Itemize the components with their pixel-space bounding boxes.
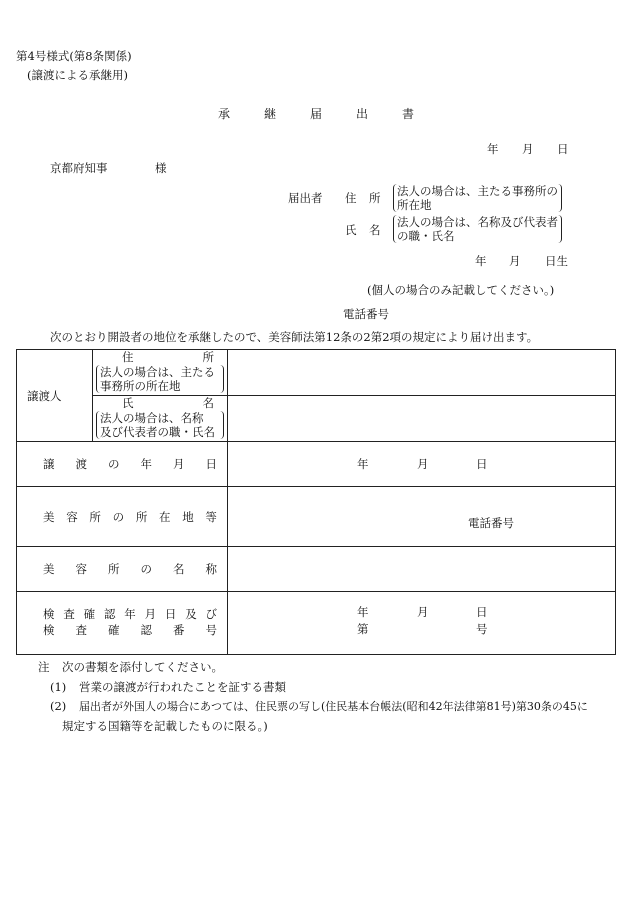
facility-name-label: 美 容 所 の 名 称 — [17, 547, 228, 592]
applicant-address-label-2: 所 — [369, 191, 381, 205]
date-day: 日 — [557, 142, 569, 156]
transferor-name-label: 氏 名 — [122, 396, 214, 411]
transferor-address-label: 住 所 — [122, 350, 214, 365]
table-row-transfer-date — [17, 442, 616, 487]
applicant-address-label-1: 住 — [345, 191, 357, 205]
inspection-field[interactable]: 年 月 日 第 号 — [228, 592, 616, 655]
applicant-label: 届出者 — [288, 191, 323, 205]
recipient-honorific: 様 — [155, 161, 167, 175]
location-phone-label: 電話番号 — [468, 516, 514, 530]
applicant-address-note: 法人の場合は、主たる事務所の 所在地 — [393, 184, 562, 212]
transferor-name-note: 法人の場合は、名称 及び代表者の職・氏名 — [96, 411, 224, 439]
intro-text: 次のとおり開設者の地位を承継したので、美容師法第12条の2第2項の規定により届け出ます。 — [50, 330, 539, 344]
transfer-date-field[interactable]: 年 月 日 — [228, 442, 616, 487]
form-number: 第4号様式(第8条関係) — [16, 49, 132, 63]
birth-day: 日生 — [545, 254, 568, 268]
table-row-inspection — [17, 592, 616, 655]
transferor-address-note: 法人の場合は、主たる 事務所の所在地 — [96, 365, 224, 393]
table-row-location — [17, 487, 616, 547]
inspection-label: 検 査 確 認 年 月 日 及 び 検 査 確 認 番 号 — [17, 592, 228, 655]
notes-heading: 次の書類を添付してください。 — [62, 660, 223, 674]
transfer-date-label: 譲 渡 の 年 月 日 — [17, 442, 228, 487]
applicant-name-label-2: 名 — [369, 223, 381, 237]
applicant-name-note: 法人の場合は、名称及び代表者 の職・氏名 — [393, 215, 562, 243]
facility-name-field[interactable] — [228, 547, 616, 592]
applicant-name-label-1: 氏 — [345, 223, 357, 237]
birth-month: 月 — [509, 254, 521, 268]
page-title: 承 継 届 出 書 — [218, 107, 414, 121]
recipient-name: 京都府知事 — [50, 161, 108, 175]
notes-mark: 注 — [38, 660, 50, 674]
notes-item1-number: (1) — [50, 680, 67, 694]
transferor-address-field[interactable] — [228, 350, 616, 396]
date-year: 年 — [487, 142, 499, 156]
transferor-label: 譲渡人 — [17, 350, 93, 442]
notes-item1-text: 営業の譲渡が行われたことを証する書類 — [79, 680, 286, 694]
date-month: 月 — [522, 142, 534, 156]
transferor-name-header — [93, 396, 228, 442]
notes-item2-line2: 規定する国籍等を記載したものに限る。) — [62, 719, 268, 733]
form-subtitle: (譲渡による承継用) — [27, 68, 128, 82]
transferor-address-header — [93, 350, 228, 396]
notes-item2-line1: 届出者が外国人の場合にあつては、住民票の写し(住民基本台帳法(昭和42年法律第81号)第30条の45に — [79, 700, 588, 713]
table-row-transferor-address — [17, 350, 616, 396]
table-row-facility-name — [17, 547, 616, 592]
location-label: 美 容 所 の 所 在 地 等 — [17, 487, 228, 547]
notes-item2-number: (2) — [50, 699, 67, 713]
individual-note: (個人の場合のみ記載してください。) — [367, 283, 555, 297]
applicant-phone-label: 電話番号 — [343, 307, 389, 321]
transferor-name-field[interactable] — [228, 396, 616, 442]
location-field[interactable] — [228, 487, 616, 547]
notification-table — [16, 349, 616, 655]
table-row-transferor-name — [17, 396, 616, 442]
birth-year: 年 — [475, 254, 487, 268]
